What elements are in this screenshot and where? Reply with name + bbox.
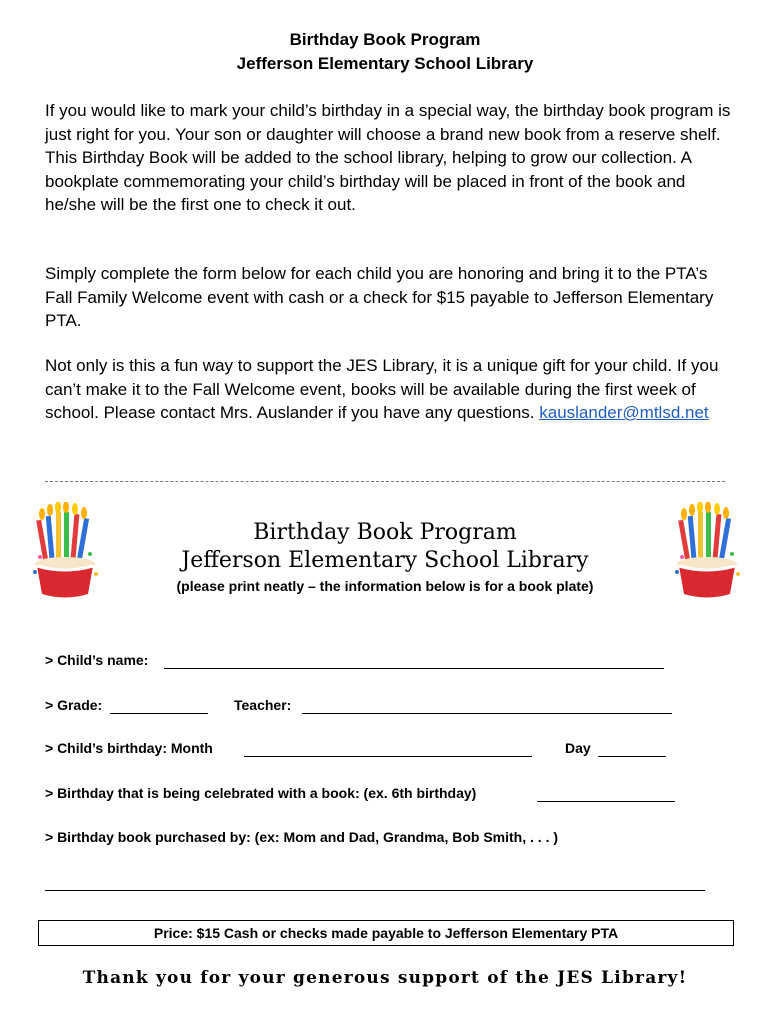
intro-paragraph-3 [45,354,735,425]
intro-paragraph-1: If you would like to mark your child’s birthday in a special way, the birthday book program is just right for you. Your son or daughter will choose a brand new book from a reserve shelf. This Birthday Book will be added to the school library, helping to grow our collection. A bookplate commemorating your child’s birthday will be placed in front of the book and he/she will be the first one to check it out. [45,101,731,214]
grade-field[interactable] [110,699,208,714]
price-box: Price: $15 Cash or checks made payable to Jefferson Elementary PTA [38,920,734,946]
celebrated-birthday-field[interactable] [537,787,675,802]
birthday-day-field[interactable] [598,742,666,757]
form-subtitle: Jefferson Elementary School Library [181,548,589,573]
child-name-label: > Child’s name: [45,652,149,668]
birthday-day-label: Day [565,740,591,756]
page-title: Birthday Book Program [289,30,481,49]
intro-paragraph-2: Simply complete the form below for each child you are honoring and bring it to the PTA’s Fall Family Welcome event with cash or a check for $15 payable to Jefferson Elementary PTA. [45,264,714,330]
contact-email-link[interactable]: kauslander@mtlsd.net [539,403,709,422]
birthday-month-field[interactable] [244,742,532,757]
teacher-field[interactable] [302,699,672,714]
cut-line-divider [45,481,725,482]
child-name-field[interactable] [164,654,664,669]
purchased-by-label: > Birthday book purchased by: (ex: Mom and Dad, Grandma, Bob Smith, . . . ) [45,829,559,845]
birthday-month-label: > Child’s birthday: Month [45,740,213,756]
page-subtitle: Jefferson Elementary School Library [236,54,534,73]
thank-you-message: Thank you for your generous support of the JES Library! [82,968,688,988]
purchased-by-field[interactable] [45,876,705,891]
grade-label: > Grade: [45,697,103,713]
form-title: Birthday Book Program [253,520,517,545]
form-note: (please print neatly – the information below is for a book plate) [176,578,594,594]
intro-paragraph-3-text: Not only is this a fun way to support the JES Library, it is a unique gift for your child. If you can’t make it to the Fall Welcome event, books will be available during the first week of school. Please contact Mrs. Auslander if you have any questions. [45,356,719,422]
celebrated-birthday-label: > Birthday that is being celebrated with a book: (ex. 6th birthday) [45,785,477,801]
teacher-label: Teacher: [234,697,292,713]
